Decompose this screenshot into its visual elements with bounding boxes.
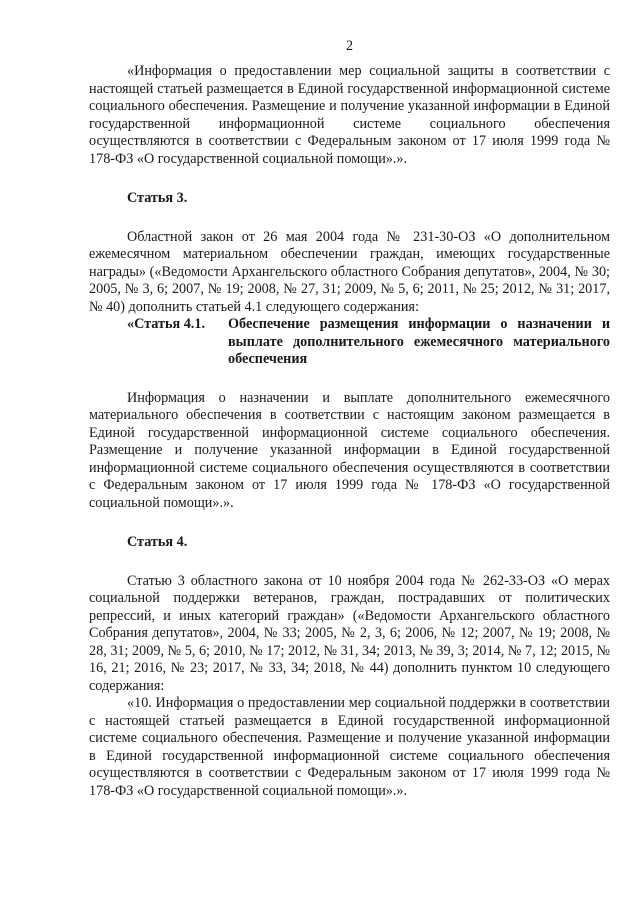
article-4-1-number: «Статья 4.1. (127, 316, 205, 332)
spacer (89, 369, 610, 390)
article-4-intro: Статью 3 областного закона от 10 ноября 2004 года № 262-33-ОЗ «О мерах социальной поддержки ветеранов, граждан, пострадавших от политических репрессий, и иных категорий граждан» («Ведомости Архангельского областного Собрания депутатов», 2004, № 33; 2005, № 2, 3, 6; 2006, № 12; 2007, № 19; 2008, № 28, 31; 2009, № 5, 6; 2010, № 17; 2012, № 31, 34; 2013, № 39, 3; 2014, № 7, 12; 2015, № 16, 21; 2016, № 23; 2017, № 33, 34; 2018, № 44) дополнить пунктом 10 следующего содержания: (89, 572, 610, 694)
spacer (89, 168, 610, 190)
article-4-1-body: Информация о назначении и выплате дополнительного ежемесячного материального обеспечения в соответствии с настоящим законом размещается в Единой государственной информационной системе социального обеспечения. Размещение и получение указанной информации в Единой государственной информационной системе социального обеспечения осуществляются в соответствии с Федеральным законом от 17 июля 1999 года № 178-ФЗ «О государственной социальной помощи».». (89, 389, 610, 511)
spacer (89, 208, 610, 229)
article-4-1-title: Обеспечение размещения информации о назначении и выплате дополнительного ежемесячного материального обеспечения (228, 316, 610, 367)
article-4-heading: Статья 4. (127, 534, 188, 550)
spacer (89, 552, 610, 573)
quoted-paragraph-social-protection: «Информация о предоставлении мер социальной защиты в соответствии с настоящей статьей размещается в Единой государственной информационной системе социального обеспечения. Размещение и получение указанной информации в Единой государственной информационной системе социального обеспечения осуществляются в соответствии с Федеральным законом от 17 июля 1999 года № 178-ФЗ «О государственной социальной помощи».». (89, 63, 610, 167)
document-page (89, 38, 610, 800)
article-4-item-10: «10. Информация о предоставлении мер социальной поддержки в соответствии с настоящей статьей размещается в Единой государственной информационной системе социального обеспечения. Размещение и получение указанной информации в Единой государственной информационной системе социального обеспечения осуществляются в соответствии с Федеральным законом от 17 июля 1999 года № 178-ФЗ «О государственной социальной помощи».». (89, 695, 610, 799)
article-3-heading: Статья 3. (127, 190, 188, 206)
page-number: 2 (345, 38, 354, 54)
article-4-1-heading (89, 316, 610, 369)
spacer (89, 512, 610, 534)
article-3-intro: Областной закон от 26 мая 2004 года № 231-30-ОЗ «О дополнительном ежемесячном материальном обеспечении граждан, имеющих государственные награды» («Ведомости Архангельского областного Собрания депутатов», 2004, № 30; 2005, № 3, 6; 2007, № 19; 2008, № 27, 31; 2009, № 5, 6; 2011, № 25; 2012, № 31; 2017, № 40) дополнить статьей 4.1 следующего содержания: (89, 228, 610, 315)
